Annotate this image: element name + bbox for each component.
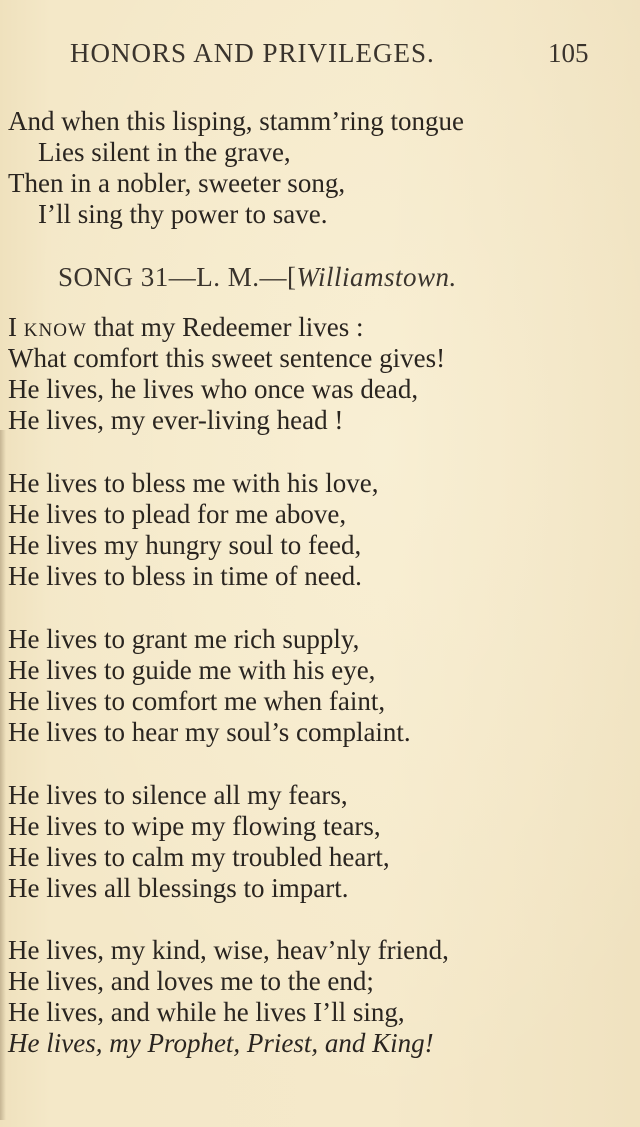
first-initial: I: [8, 312, 17, 342]
verse-line: He lives, he lives who once was dead,: [8, 374, 419, 404]
verse-line: He lives, my kind, wise, heav’nly friend,: [8, 935, 449, 965]
song-number-meter: SONG 31—L. M.—[: [58, 262, 297, 292]
verse-line: What comfort this sweet sentence gives!: [8, 343, 446, 373]
verse-line-italic: He lives, my Prophet, Priest, and King!: [8, 1028, 434, 1058]
verse-line: [8, 312, 364, 342]
verse-line: He lives to silence all my fears,: [8, 780, 348, 810]
verse-line: Lies silent in the grave,: [38, 137, 291, 167]
verse-line: He lives to bless in time of need.: [8, 561, 362, 591]
verse-line: And when this lisping, stamm’ring tongue: [8, 106, 464, 136]
verse-line: He lives to bless me with his love,: [8, 468, 379, 498]
running-header: HONORS AND PRIVILEGES.: [70, 38, 435, 68]
verse-line: He lives, and loves me to the end;: [8, 966, 374, 996]
verse-line: He lives to plead for me above,: [8, 499, 347, 529]
verse-line: He lives to hear my soul’s complaint.: [8, 717, 411, 747]
first-word-small-caps: know: [23, 312, 87, 342]
page-number: 105: [548, 38, 589, 68]
verse-line: He lives, and while he lives I’ll sing,: [8, 997, 405, 1027]
verse-line: I’ll sing thy power to save.: [38, 199, 328, 229]
song-title: [58, 262, 457, 293]
verse-line: Then in a nobler, sweeter song,: [8, 168, 346, 198]
verse-line: He lives to guide me with his eye,: [8, 655, 376, 685]
verse-line: He lives, my ever-living head !: [8, 405, 344, 435]
verse-line: He lives my hungry soul to feed,: [8, 530, 362, 560]
tune-name: Williamstown.: [296, 262, 457, 292]
verse-line: He lives to wipe my flowing tears,: [8, 811, 381, 841]
first-line-rest: that my Redeemer lives :: [86, 312, 364, 342]
verse-line: He lives to calm my troubled heart,: [8, 842, 390, 872]
page-gutter-shadow: [0, 430, 6, 1120]
verse-line: He lives all blessings to impart.: [8, 873, 349, 903]
verse-line: He lives to comfort me when faint,: [8, 686, 386, 716]
verse-line: He lives to grant me rich supply,: [8, 624, 360, 654]
